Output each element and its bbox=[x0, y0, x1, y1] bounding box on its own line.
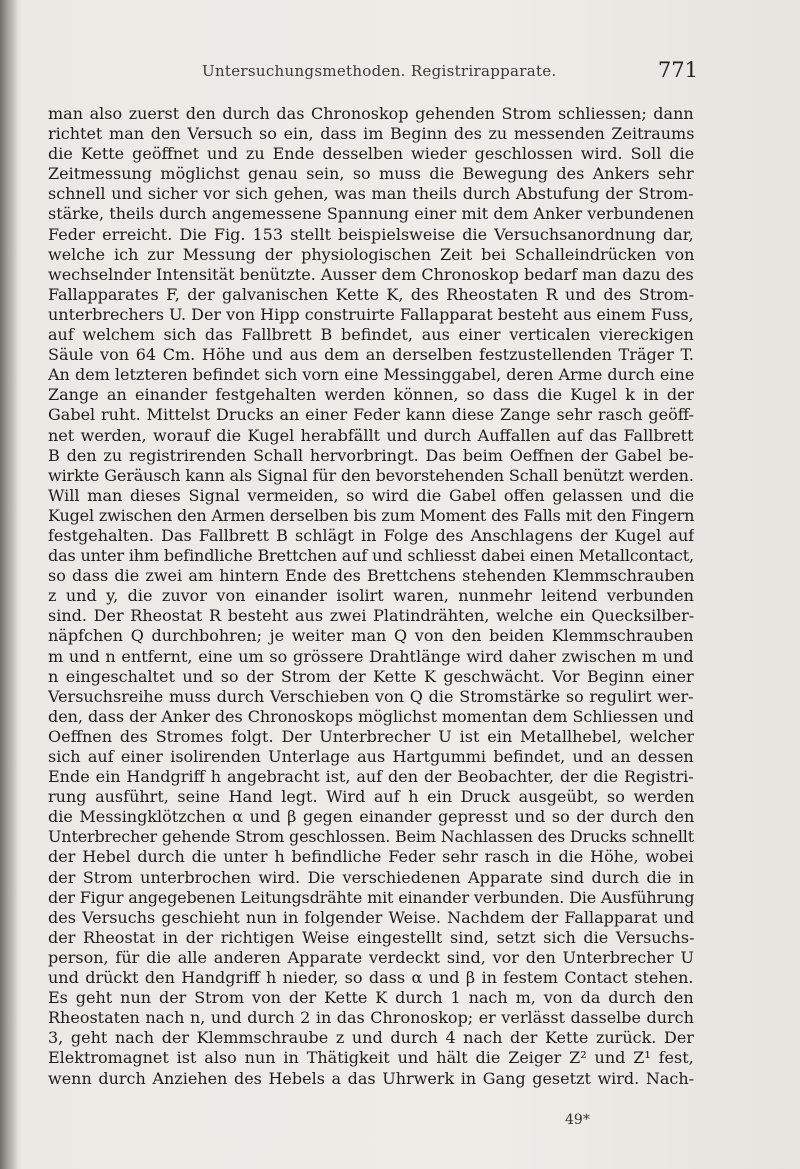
text-line: das unter ihm befindliche Brettchen auf und schliesst dabei einen Metallcontact, bbox=[48, 546, 694, 566]
text-line: Es geht nun der Strom von der Kette K durch 1 nach m, von da durch den bbox=[48, 988, 694, 1008]
text-line: und drückt den Handgriff h nieder, so dass α und β in festem Contact stehen. bbox=[48, 968, 694, 988]
running-head: Untersuchungsmethoden. Registrirapparate. bbox=[202, 62, 557, 80]
text-line: auf welchem sich das Fallbrett B befindet, aus einer verticalen viereckigen bbox=[48, 325, 694, 345]
text-line: n eingeschaltet und so der Strom der Kette K geschwächt. Vor Beginn einer bbox=[48, 666, 694, 686]
text-line: man also zuerst den durch das Chronoskop gehenden Strom schliessen; dann bbox=[48, 104, 694, 123]
text-line: die Messingklötzchen α und β gegen einander gepresst und so der durch den bbox=[48, 807, 694, 827]
text-line: Will man dieses Signal vermeiden, so wird die Gabel offen gelassen und die bbox=[48, 485, 694, 505]
text-line: schnell und sicher vor sich gehen, was man theils durch Abstufung der Strom- bbox=[48, 184, 694, 204]
text-line: Zange an einander festgehalten werden können, so dass die Kugel k in der bbox=[48, 385, 694, 405]
text-line: der Figur angegebenen Leitungsdrähte mit einander verbunden. Die Ausführung bbox=[48, 887, 694, 907]
text-line: 3, geht nach der Klemmschraube z und durch 4 nach der Kette zurück. Der bbox=[48, 1028, 694, 1048]
text-line: des Versuchs geschieht nun in folgender Weise. Nachdem der Fallapparat und bbox=[48, 907, 694, 927]
text-line: der Rheostat in der richtigen Weise eingestellt sind, setzt sich die Versuchs- bbox=[48, 927, 694, 947]
text-line: wenn durch Anziehen des Hebels a das Uhrwerk in Gang gesetzt wird. Nach- bbox=[48, 1068, 694, 1088]
text-line: der Strom unterbrochen wird. Die verschiedenen Apparate sind durch die in bbox=[48, 867, 694, 887]
text-line: stärke, theils durch angemessene Spannung einer mit dem Anker verbundenen bbox=[48, 204, 694, 224]
text-line: Ende ein Handgriff h angebracht ist, auf den der Beobachter, der die Registri- bbox=[48, 767, 694, 787]
text-line: welche ich zur Messung der physiologischen Zeit bei Schalleindrücken von bbox=[48, 244, 694, 264]
text-line: Rheostaten nach n, und durch 2 in das Chronoskop; er verlässt dasselbe durch bbox=[48, 1008, 694, 1028]
text-line: unterbrechers U. Der von Hipp construirte Fallapparat besteht aus einem Fuss, bbox=[48, 304, 694, 324]
text-line: Feder erreicht. Die Fig. 153 stellt beispielsweise die Versuchsanordnung dar, bbox=[48, 224, 694, 244]
text-line: Zeitmessung möglichst genau sein, so muss die Bewegung des Ankers sehr bbox=[48, 164, 694, 184]
text-line: die Kette geöffnet und zu Ende desselben wieder geschlossen wird. Soll die bbox=[48, 144, 694, 164]
text-line: näpfchen Q durchbohren; je weiter man Q von den beiden Klemmschrauben bbox=[48, 626, 694, 646]
text-line: richtet man den Versuch so ein, dass im Beginn des zu messenden Zeitraums bbox=[48, 124, 694, 144]
text-line: sich auf einer isolirenden Unterlage aus Hartgummi befindet, und an dessen bbox=[48, 747, 694, 766]
text-line: so dass die zwei am hintern Ende des Brettchens stehenden Klemmschrauben bbox=[48, 566, 694, 586]
text-line: Elektromagnet ist also nun in Thätigkeit und hält die Zeiger Z² und Z¹ fest, bbox=[48, 1048, 694, 1068]
body-text bbox=[48, 104, 694, 1089]
text-line: Oeffnen des Stromes folgt. Der Unterbrecher U ist ein Metallhebel, welcher bbox=[48, 726, 694, 746]
text-line: B den zu registrirenden Schall hervorbringt. Das beim Oeffnen der Gabel be- bbox=[48, 445, 694, 465]
text-line: wirkte Geräusch kann als Signal für den bevorstehenden Schall benützt werden. bbox=[48, 465, 694, 485]
text-line: Kugel zwischen den Armen derselben bis zum Moment des Falls mit den Fingern bbox=[48, 505, 694, 525]
text-line: net werden, worauf die Kugel herabfällt und durch Auffallen auf das Fallbrett bbox=[48, 425, 694, 445]
text-line: Säule von 64 Cm. Höhe und aus dem an derselben festzustellenden Träger T. bbox=[48, 345, 694, 365]
text-line: rung ausführt, seine Hand legt. Wird auf h ein Druck ausgeübt, so werden bbox=[48, 787, 694, 807]
text-line: z und y, die zuvor von einander isolirt waren, nunmehr leitend verbunden bbox=[48, 586, 694, 606]
page-header bbox=[48, 58, 698, 84]
text-line: Unterbrecher gehende Strom geschlossen. Beim Nachlassen des Drucks schnellt bbox=[48, 827, 694, 847]
text-line: An dem letzteren befindet sich vorn eine Messinggabel, deren Arme durch eine bbox=[48, 365, 694, 385]
text-line: Versuchsreihe muss durch Verschieben von Q die Stromstärke so regulirt wer- bbox=[48, 686, 694, 706]
signature-mark: 49* bbox=[565, 1112, 590, 1128]
text-line: den, dass der Anker des Chronoskops möglichst momentan dem Schliessen und bbox=[48, 706, 694, 726]
book-gutter-shadow bbox=[0, 0, 18, 1169]
text-line: Gabel ruht. Mittelst Drucks an einer Feder kann diese Zange sehr rasch geöff- bbox=[48, 405, 694, 425]
text-line: m und n entfernt, eine um so grössere Drahtlänge wird daher zwischen m und bbox=[48, 646, 694, 666]
text-line: festgehalten. Das Fallbrett B schlägt in Folge des Anschlagens der Kugel auf bbox=[48, 525, 694, 545]
text-line: wechselnder Intensität benützte. Ausser dem Chronoskop bedarf man dazu des bbox=[48, 264, 694, 284]
text-line: der Hebel durch die unter h befindliche Feder sehr rasch in die Höhe, wobei bbox=[48, 847, 694, 867]
text-line: Fallapparates F, der galvanischen Kette K, des Rheostaten R und des Strom- bbox=[48, 284, 694, 304]
text-line: person, für die alle anderen Apparate verdeckt sind, vor den Unterbrecher U bbox=[48, 947, 694, 967]
page-number: 771 bbox=[657, 58, 698, 82]
text-line: sind. Der Rheostat R besteht aus zwei Platindrähten, welche ein Quecksilber- bbox=[48, 606, 694, 626]
